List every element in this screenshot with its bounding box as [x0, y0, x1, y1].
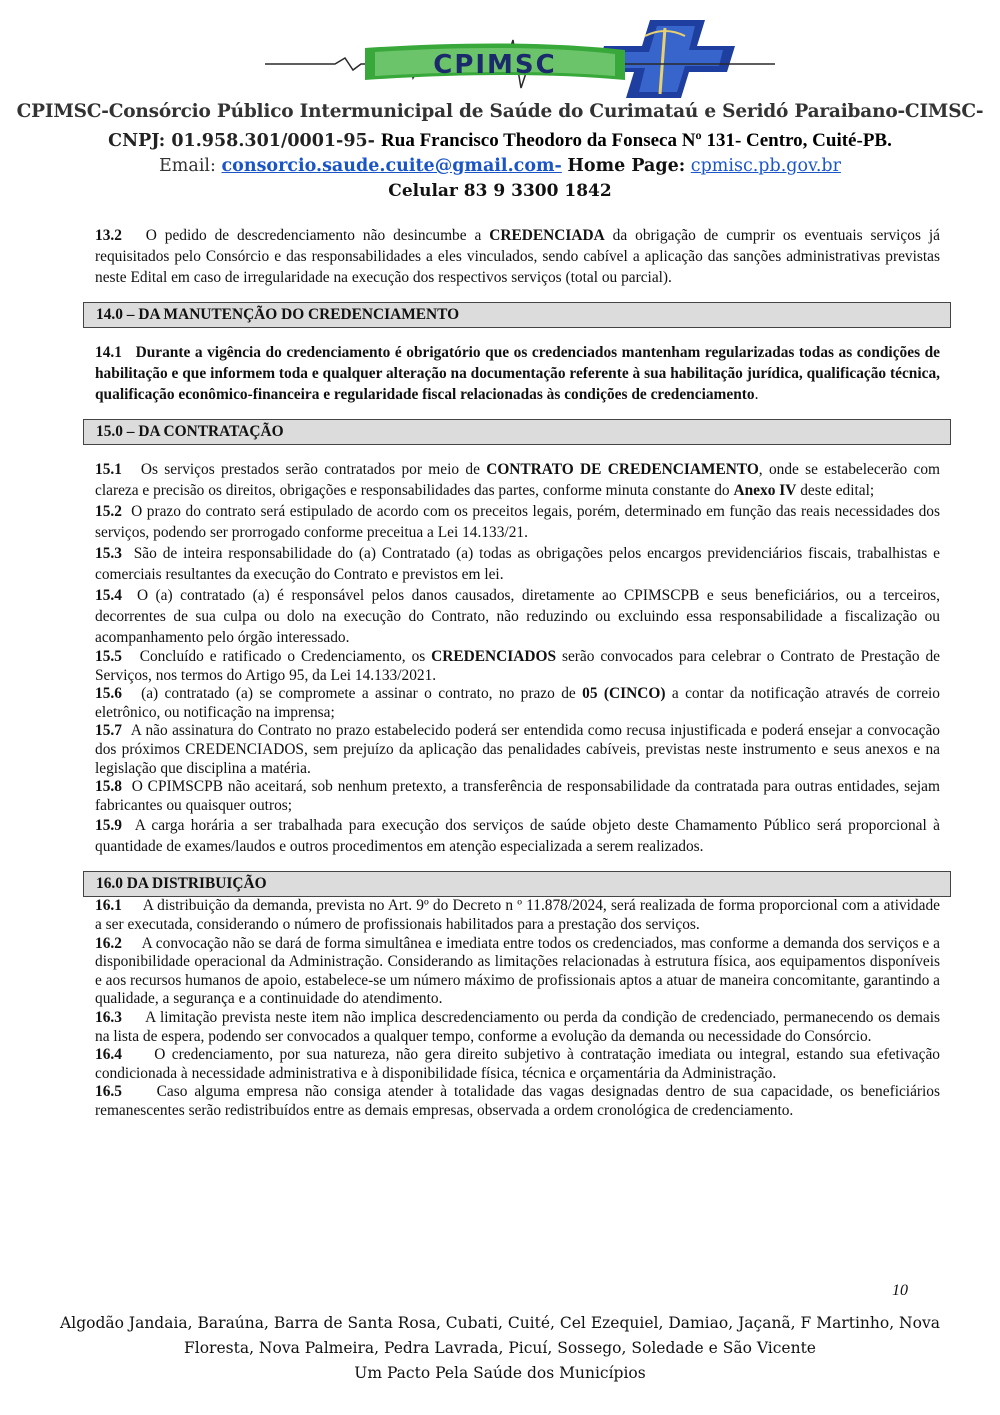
document-body: [95, 225, 940, 1120]
paragraph-15-1: 15.1 Os serviços prestados serão contratados por meio de CONTRATO DE CREDENCIAMENTO, onde se estabelecerão com clareza e precisão os direitos, obrigações e responsabilidades das partes, conforme minuta constante do Anexo IV deste edital;: [95, 461, 940, 499]
header-cnpj-address: [0, 130, 1000, 152]
paragraph-16-1: 16.1 A distribuição da demanda, prevista no Art. 9º do Decreto n º 11.878/2024, será realizada de forma proporcional com a atividade a ser executada, considerando o número de profissionais habilitados para a prestação dos serviços.: [95, 897, 940, 933]
paragraph-15-7: 15.7 A não assinatura do Contrato no prazo estabelecido poderá ser entendida como recusa injustificada e poderá ensejar a convocação dos próximos CREDENCIADOS, sem prejuízo da aplicação das penalidades cabíveis, previstas neste instrumento e seus anexos e na legislação que disciplina a matéria.: [95, 722, 940, 777]
paragraph-16-5: 16.5 Caso alguma empresa não consiga atender à totalidade das vagas designadas dentro de sua capacidade, os beneficiários remanescentes serão redistribuídos entre as demais empresas, observada a ordem cronológica de credenciamento.: [95, 1083, 940, 1119]
header-phone: Celular 83 9 3300 1842: [388, 181, 612, 201]
section-16-title: 16.0 DA DISTRIBUIÇÃO: [83, 871, 951, 897]
paragraph-15-3: 15.3 São de inteira responsabilidade do (a) Contratado (a) todas as obrigações pelos encargos previdenciários fiscais, trabalhistas e comerciais resultantes da execução do Contrato e previstos em lei.: [95, 545, 941, 583]
header-contact: [0, 156, 1000, 176]
paragraph-15-5: 15.5 Concluído e ratificado o Credenciamento, os CREDENCIADOS serão convocados para celebrar o Contrato de Prestação de Serviços, nos termos do Artigo 95, da Lei 14.133/2021.: [95, 648, 940, 684]
footer-line1: Algodão Jandaia, Baraúna, Barra de Santa Rosa, Cubati, Cuité, Cel Ezequiel, Damiao, Jaçanã, F Martinho, Nova: [60, 1314, 940, 1332]
header-cnpj: CNPJ: 01.958.301/0001-95-: [108, 131, 375, 151]
header-address: Rua Francisco Theodoro da Fonseca Nº 131- Centro, Cuité-PB.: [381, 130, 892, 151]
page-number: 10: [892, 1282, 908, 1299]
paragraph-15-2: 15.2 O prazo do contrato será estipulado de acordo com os preceitos legais, porém, determinado em função das reais necessidades dos serviços, podendo ser prorrogado conforme preceitua a Lei 14.133/21.: [95, 503, 940, 541]
paragraph-14-1: 14.1 Durante a vigência do credenciamento é obrigatório que os credenciados mantenham regularizadas todas as condições de habilitação e que informem toda e qualquer alteração na documentação referente à sua habilitação jurídica, qualificação técnica, qualificação econômico-financeira e regularidade fiscal relacionadas às condições de credenciamento.: [95, 344, 940, 403]
paragraph-16-3: 16.3 A limitação prevista neste item não implica descredenciamento ou perda da condição de credenciado, permanecendo os demais na lista de espera, podendo ser convocados a qualquer tempo, conforme a evolução da demanda ou necessidade do Consórcio.: [95, 1008, 940, 1045]
paragraph-15-4: 15.4 O (a) contratado (a) é responsável pelos danos causados, diretamente ao CPIMSCPB e seus beneficiários, ou a terceiros, decorrentes de sua culpa ou dolo na execução do Contrato, não reduzindo ou excluindo essa responsabilidade a fiscalização ou acompanhamento pelo órgão interessado.: [95, 587, 940, 646]
paragraph-15-6: 15.6 (a) contratado (a) se compromete a assinar o contrato, no prazo de 05 (CINCO) a contar da notificação através de correio eletrônico, ou notificação na imprensa;: [95, 685, 940, 721]
homepage-link[interactable]: cpmisc.pb.gov.br: [690, 156, 841, 176]
paragraph-16-4: 16.4 O credenciamento, por sua natureza, não gera direito subjetivo à contratação imediata ou integral, estando sua efetivação condicionada à necessidade administrativa e à disponibilidade física, técnica e orçamentária da Administração.: [95, 1046, 940, 1082]
email-link[interactable]: consorcio.saude.cuite@gmail.com-: [221, 156, 562, 176]
section-15-title: 15.0 – DA CONTRATAÇÃO: [83, 419, 951, 445]
email-label: Email:: [159, 156, 216, 176]
homepage-label: Home Page:: [567, 156, 686, 176]
paragraph-16-2: 16.2 A convocação não se dará de forma simultânea e imediata entre todos os credenciados, mas conforme a demanda dos serviços e a disponibilidade operacional da Administração. Considerando as limitações relacionadas à estrutura física, aos equipamentos disponíveis e aos recursos humanos de apoio, estabelece-se um número máximo de profissionais aptos a atuar de maneira concomitante, garantindo a qualidade, a segurança e a continuidade do atendimento.: [95, 934, 940, 1008]
footer-line2: Floresta, Nova Palmeira, Pedra Lavrada, Picuí, Sossego, Soledade e São Vicente: [184, 1339, 816, 1357]
paragraph-15-9: 15.9 A carga horária a ser trabalhada para execução dos serviços de saúde objeto deste Chamamento Público será proporcional à quantidade de exames/laudos e outros procedimentos em atenção especializada a serem realizados.: [95, 817, 940, 856]
header-line1: CPIMSC-Consórcio Público Intermunicipal de Saúde do Curimataú e Seridó Paraibano-CIMSC-: [16, 101, 984, 122]
section-14-title: 14.0 – DA MANUTENÇÃO DO CREDENCIAMENTO: [83, 302, 951, 328]
cpimsc-logo: [265, 18, 775, 100]
paragraph-13-2: 13.2 O pedido de descredenciamento não desincumbe a CREDENCIADA da obrigação de cumprir os eventuais serviços já requisitados pelo Consórcio e das responsabilidades a eles vinculados, sendo cabível a aplicação das sanções administrativas previstas neste Edital em caso de irregularidade na execução dos respectivos serviços (total ou parcial).: [95, 227, 940, 286]
footer-line3: Um Pacto Pela Saúde dos Municípios: [354, 1364, 646, 1382]
paragraph-15-8: 15.8 O CPIMSCPB não aceitará, sob nenhum pretexto, a transferência de responsabilidade da contratada para outras entidades, sejam fabricantes ou quaisquer outros;: [95, 778, 940, 814]
logo-text: CPIMSC: [433, 50, 557, 80]
